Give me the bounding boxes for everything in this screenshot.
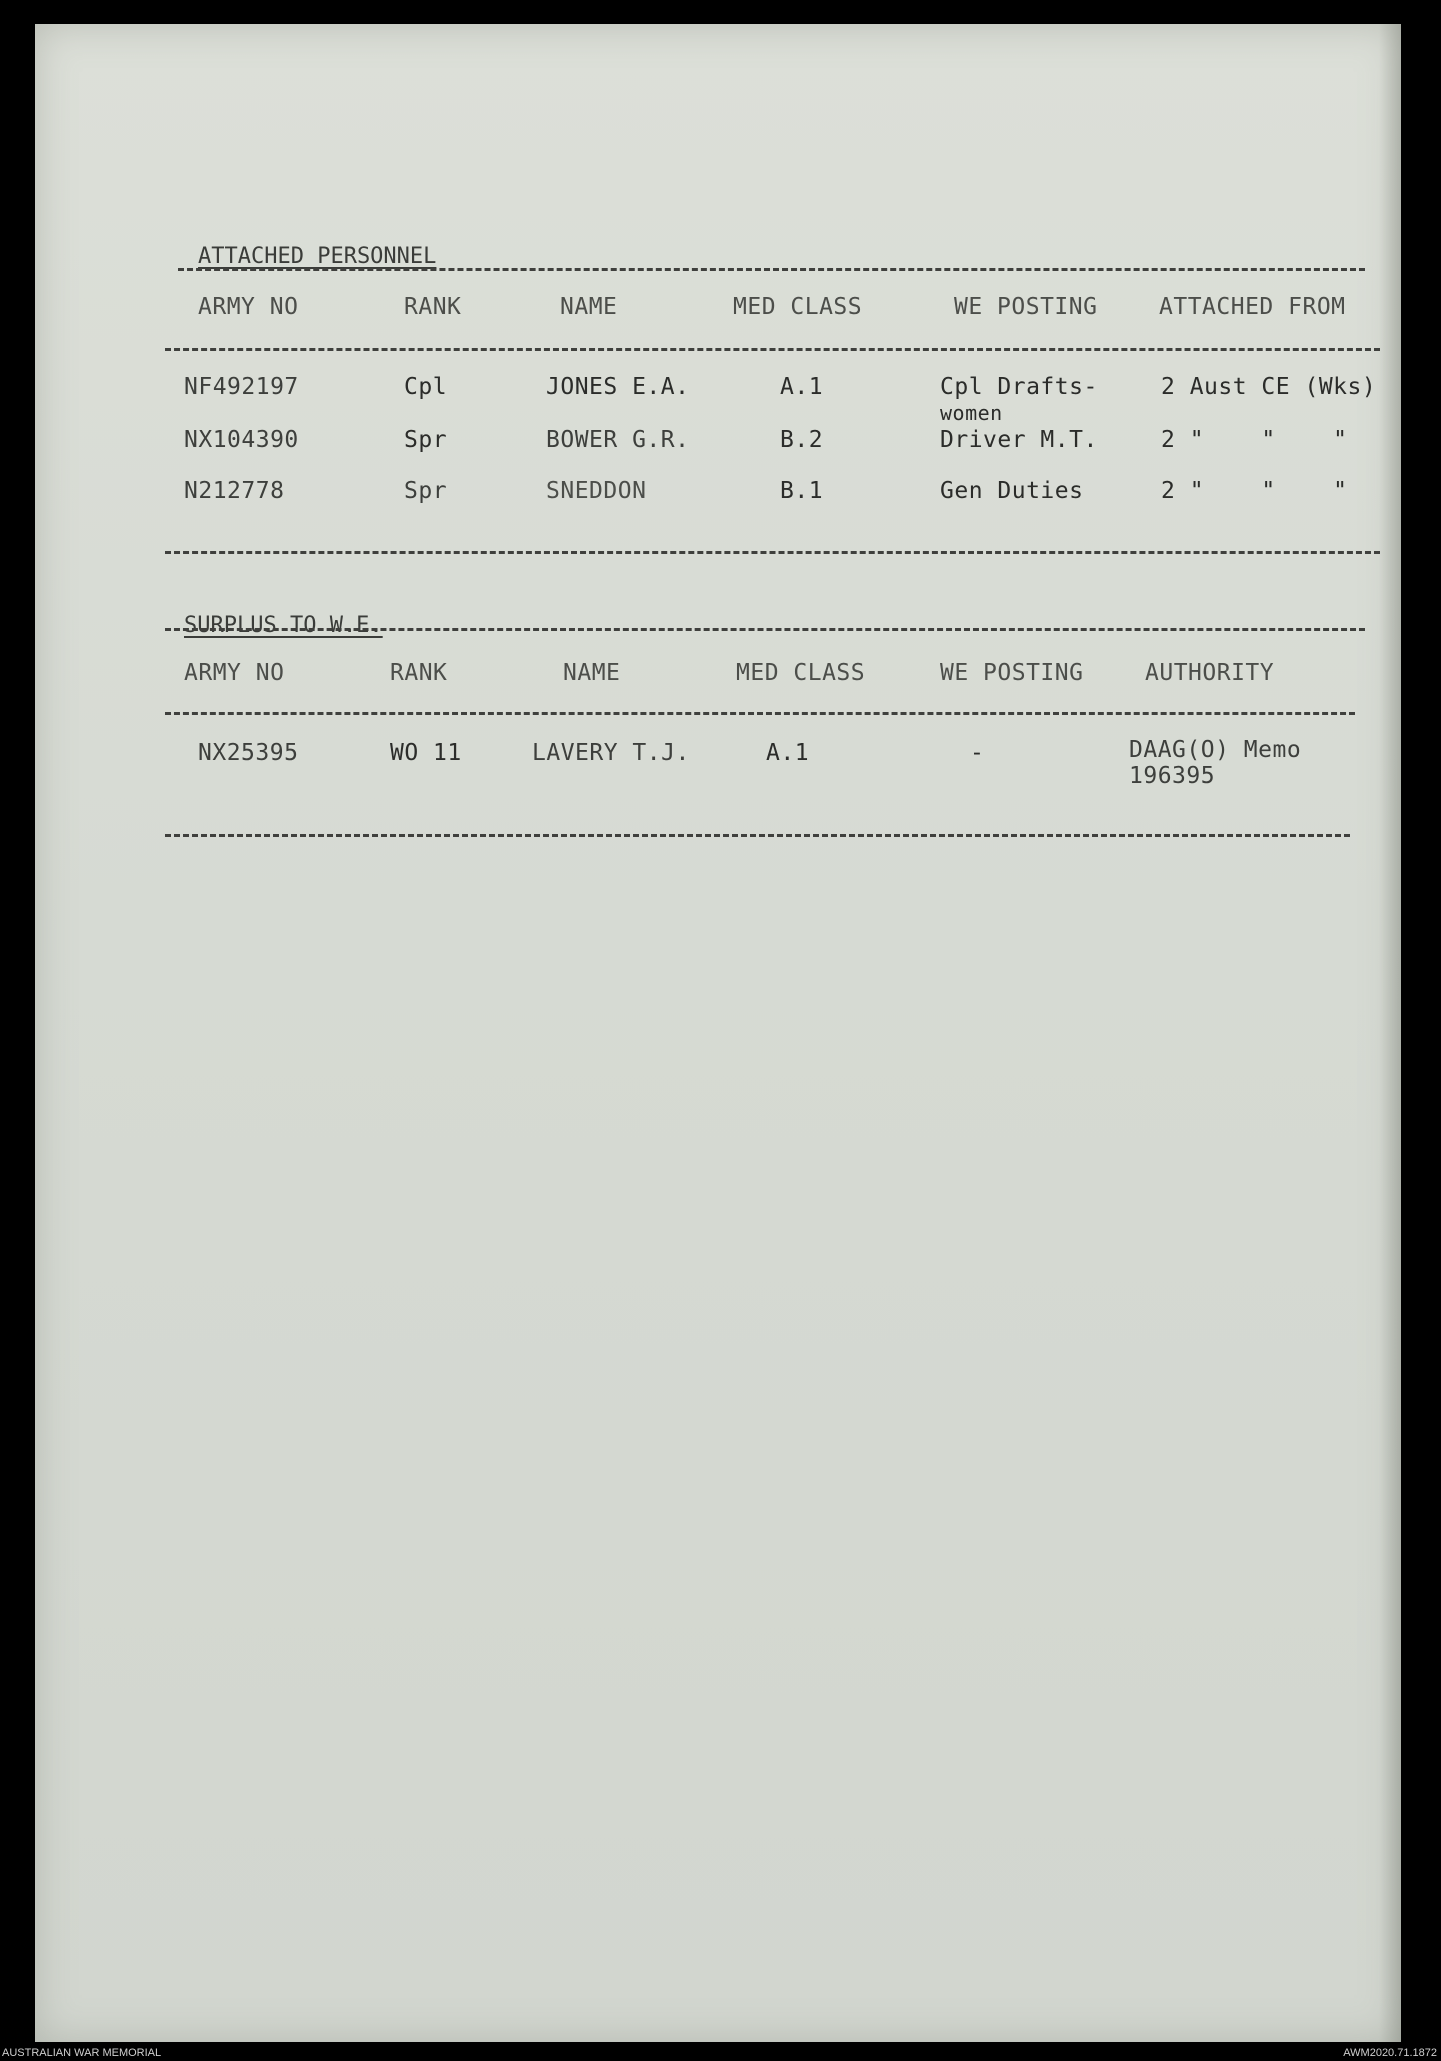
surplus-header-army-no: ARMY NO (184, 660, 285, 686)
attached-row-1-rank: Cpl (404, 374, 448, 400)
attached-row-1-name: JONES E.A. (546, 374, 690, 400)
surplus-row-1-rank: WO 11 (390, 740, 462, 766)
attached-row-3-name: SNEDDON (546, 478, 647, 504)
attached-row-1-med-class: A.1 (780, 374, 824, 400)
attached-row-3-we-posting: Gen Duties (940, 478, 1084, 504)
surplus-header-med-class: MED CLASS (736, 660, 866, 686)
footer-accession-number: AWM2020.71.1872 (1343, 2047, 1437, 2059)
attached-header-rule (165, 348, 1380, 351)
attached-row-1-attached-from: 2 Aust CE (Wks) (1161, 374, 1377, 400)
attached-row-3-med-class: B.1 (780, 478, 824, 504)
attached-header-med-class: MED CLASS (733, 294, 863, 320)
attached-bottom-rule (165, 551, 1380, 554)
surplus-header-name: NAME (563, 660, 621, 686)
surplus-row-1-name: LAVERY T.J. (532, 740, 690, 766)
footer-institution: AUSTRALIAN WAR MEMORIAL (2, 2047, 162, 2059)
attached-row-1-we-posting-cont: women (940, 401, 1003, 425)
surplus-header-authority: AUTHORITY (1145, 660, 1275, 686)
attached-header-name: NAME (560, 294, 618, 320)
surplus-row-1-authority-cont: 196395 (1129, 763, 1216, 789)
surplus-bottom-rule (165, 834, 1350, 837)
surplus-section-title: SURPLUS TO W.E. (184, 613, 383, 638)
attached-row-2-attached-from: 2 " " " (1161, 427, 1348, 453)
surplus-row-1-med-class: A.1 (766, 740, 810, 766)
attached-header-we-posting: WE POSTING (954, 294, 1098, 320)
surplus-header-rank: RANK (390, 660, 448, 686)
surplus-row-1-authority: DAAG(O) Memo (1129, 737, 1302, 763)
attached-row-3-rank: Spr (404, 478, 448, 504)
attached-header-attached-from: ATTACHED FROM (1159, 294, 1346, 320)
attached-header-army-no: ARMY NO (198, 294, 299, 320)
surplus-header-rule (165, 712, 1355, 715)
document-page (35, 24, 1401, 2042)
attached-title-rule (178, 268, 1365, 271)
surplus-row-1-we-posting: - (970, 740, 985, 766)
attached-row-2-med-class: B.2 (780, 427, 824, 453)
attached-row-1-army-no: NF492197 (184, 374, 299, 400)
attached-row-3-attached-from: 2 " " " (1161, 478, 1348, 504)
attached-row-2-army-no: NX104390 (184, 427, 299, 453)
surplus-row-1-army-no: NX25395 (198, 740, 299, 766)
attached-section-title: ATTACHED PERSONNEL (198, 244, 437, 269)
attached-header-rank: RANK (404, 294, 462, 320)
attached-row-1-we-posting: Cpl Drafts- (940, 374, 1098, 400)
surplus-header-we-posting: WE POSTING (940, 660, 1084, 686)
attached-row-2-we-posting: Driver M.T. (940, 427, 1098, 453)
attached-row-2-name: BOWER G.R. (546, 427, 690, 453)
attached-row-3-army-no: N212778 (184, 478, 285, 504)
surplus-title-rule (165, 628, 1365, 631)
attached-row-2-rank: Spr (404, 427, 448, 453)
